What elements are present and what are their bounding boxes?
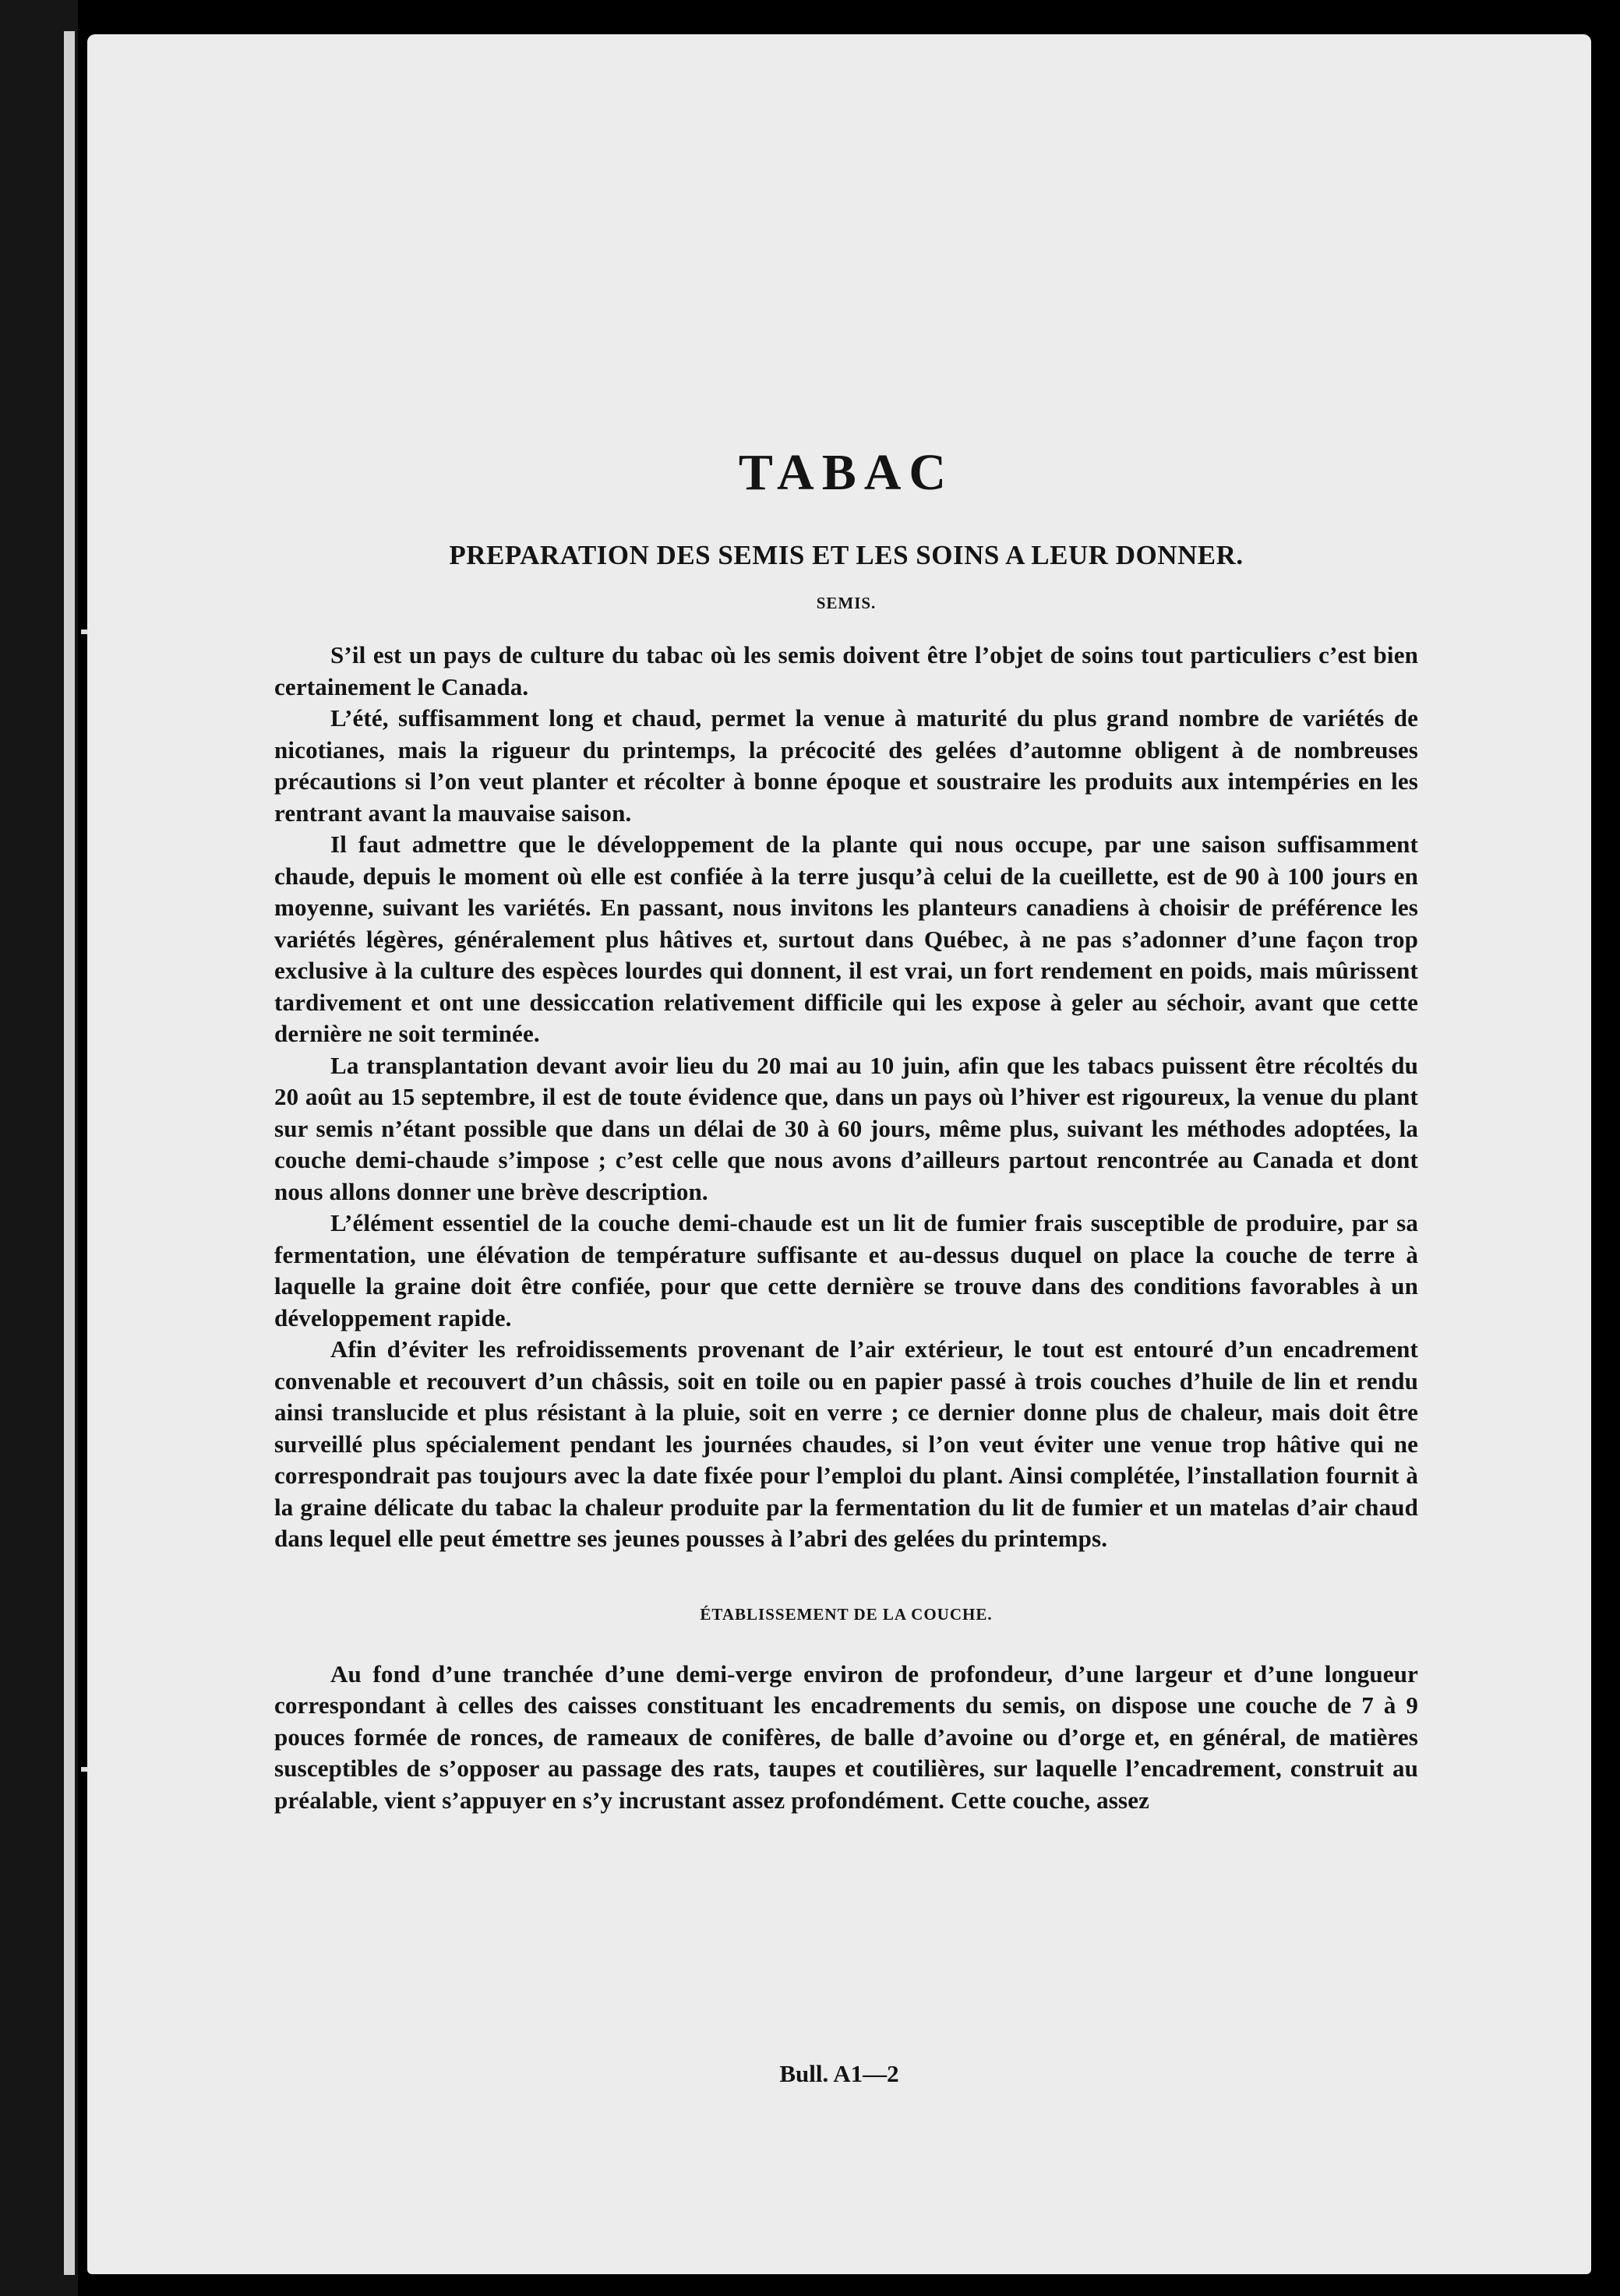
paragraph: L’été, suffisamment long et chaud, permet la venue à maturité du plus grand nombre de variétés de nicotianes, mais la rigueur du printemps, la précocité des gelées d’automne obligent à de nombreuses précautions si l’on veut planter et récolter à bonne époque et soustraire les produits aux intempéries en les rentrant avant la mauvaise saison. [274,704,1418,827]
previous-page-edge [64,31,75,2275]
section-heading-etablissement: ÉTABLISSEMENT DE LA COUCHE. [700,1604,993,1624]
paragraph: Au fond d’une tranchée d’une demi-verge environ de profondeur, d’une largeur et d’une longueur correspondant à celles des caisses constituant les encadrements du semis, on dispose une couche de 7 à 9 pouces formée de ronces, de rameaux de conifères, de balle d’avoine ou d’orge et, en général, de matières susceptibles de s’opposer au passage des rats, taupes et coutilières, sur laquelle l’encadrement, construit au préalable, vient s’appuyer en s’y incrustant assez profondément. Cette couche, assez [274,1659,1418,1814]
paragraph: Il faut admettre que le développement de la plante qui nous occupe, par une saison suffisamment chaude, depuis le moment où elle est confiée à la terre jusqu’à celui de la cueillette, est de 90 à 100 jours en moyenne, suivant les variétés. En passant, nous invitons les planteurs canadiens à choisir de préférence les variétés légères, généralement plus hâtives et, surtout dans Québec, à ne pas s’adonner d’une façon trop exclusive à la culture des espèces lourdes qui donnent, il est vrai, un fort rendement en poids, mais mûrissent tardivement et ont une dessiccation relativement difficile qui les expose à geler au séchoir, avant que cette dernière ne soit terminée. [274,831,1418,1047]
section-heading-semis: SEMIS. [816,594,877,612]
paragraph: L’élément essentiel de la couche demi-chaude est un lit de fumier frais susceptible de produire, par sa fermentation, une élévation de température suffisante et au-dessus duquel on place la couche de terre à laquelle la graine doit être confiée, pour que cette dernière se trouve dans des conditions favorables à un développement rapide. [274,1209,1418,1331]
scan-left-margin [0,0,78,2296]
paragraph: S’il est un pays de culture du tabac où les semis doivent être l’objet de soins tout particuliers c’est bien certainement le Canada. [274,641,1418,700]
page-subtitle: PREPARATION DES SEMIS ET LES SOINS A LEUR DONNER. [449,540,1244,570]
document-page [87,34,1591,2274]
page-content [274,444,1418,1816]
bulletin-reference: Bull. A1—2 [779,2060,899,2087]
paragraph: Afin d’éviter les refroidissements provenant de l’air extérieur, le tout est entouré d’un encadrement convenable et recouvert d’un châssis, soit en toile ou en papier passé à trois couches d’huile de lin et rendu ainsi translucide et plus résistant à la pluie, soit en verre ; ce dernier donne plus de chaleur, mais doit être surveillé plus spécialement pendant les journées chaudes, si l’on veut éviter une venue trop hâtive qui ne correspondrait pas toujours avec la date fixée pour l’emploi du plant. Ainsi complétée, l’installation fournit à la graine délicate du tabac la chaleur produite par la fermentation du lit de fumier et un matelas d’air chaud dans lequel elle peut émettre ses jeunes pousses à l’abri des gelées du printemps. [274,1335,1418,1552]
paragraph: La transplantation devant avoir lieu du 20 mai au 10 juin, afin que les tabacs puissent être récoltés du 20 août au 15 septembre, il est de toute évidence que, dans un pays où l’hiver est rigoureux, la venue du plant sur semis n’étant possible que dans un délai de 30 à 60 jours, même plus, suivant les méthodes adoptées, la couche demi-chaude s’impose ; c’est celle que nous avons d’ailleurs partout rencontrée au Canada et dont nous allons donner une brève description. [274,1051,1418,1205]
page-title: TABAC [738,444,955,501]
page-footer [87,2060,1591,2088]
